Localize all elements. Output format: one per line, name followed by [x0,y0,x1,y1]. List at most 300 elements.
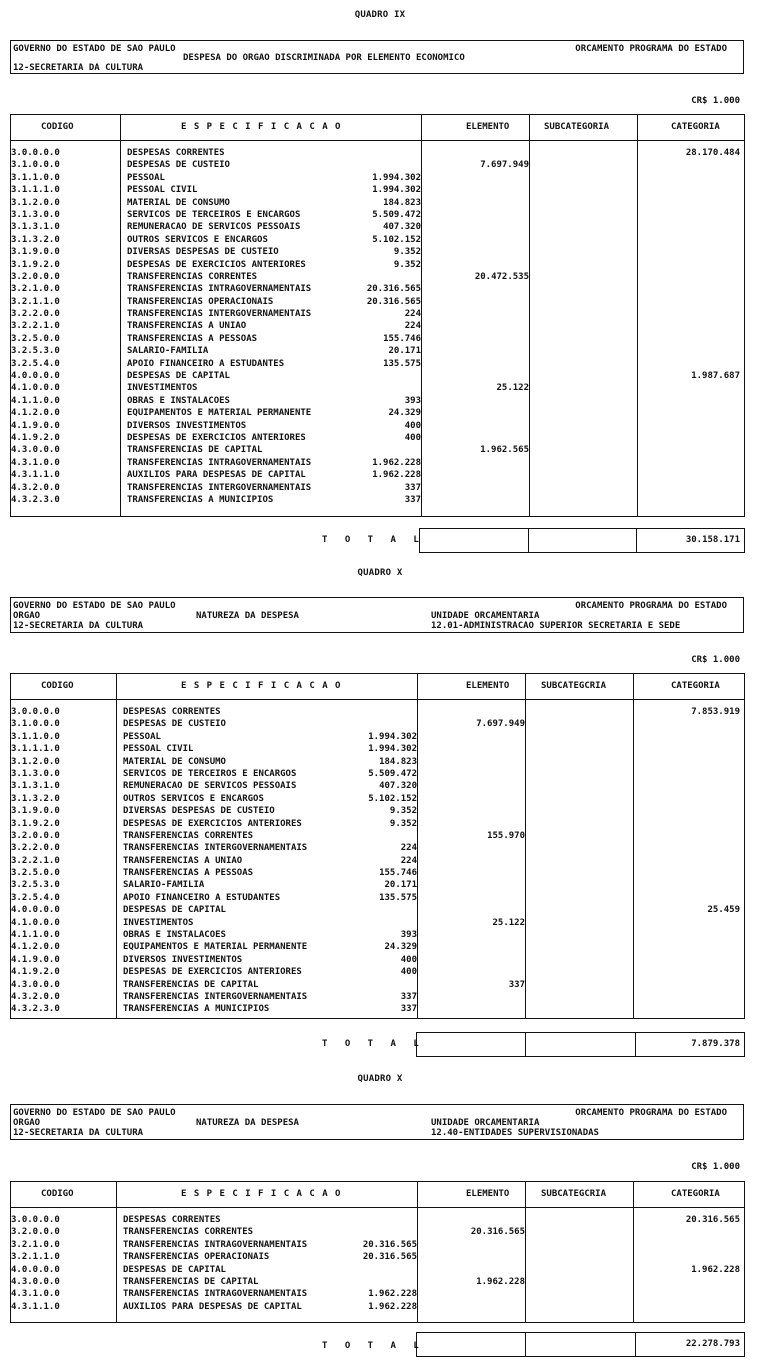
table-row [11,818,744,830]
row-code: 3.0.0.0.0 [11,707,60,717]
table-row [11,345,744,357]
row-code: 4.0.0.0.0 [11,371,60,382]
row-subcategoria: 7.697.949 [480,160,529,171]
row-code: 3.2.2.1.0 [11,855,60,866]
row-code: 3.2.2.0.0 [11,309,60,320]
table-row [11,1288,744,1300]
table-row [11,184,744,196]
row-code: 3.1.1.1.0 [11,744,60,755]
row-specification: TRANSFERENCIAS INTRAGOVERNAMENTAIS [123,1289,308,1300]
organ-label: 12-SECRETARIA DA CULTURA [13,621,144,631]
table-row [11,494,744,506]
row-elemento: 9.352 [393,247,421,258]
table-row [11,855,744,867]
table-row [11,444,744,456]
table-row [11,743,744,755]
row-elemento: 400 [404,432,421,443]
row-elemento: 135.575 [379,892,417,903]
budget-unit-label: 12.01-ADMINISTRACAO SUPERIOR SECRETARIA E SEDE [431,621,681,631]
budget-unit-heading: UNIDADE ORCAMENTARIA [431,1118,540,1128]
table-row [11,941,744,953]
row-elemento: 20.316.565 [366,284,421,295]
table-row [11,991,744,1003]
row-code: 4.3.1.0.0 [11,457,60,468]
table-row [11,296,744,308]
row-specification: SALARIO-FAMILIA [127,346,209,357]
row-elemento: 224 [404,321,421,332]
row-specification: DIVERSAS DESPESAS DE CUSTEIO [123,806,275,817]
row-code: 3.1.9.2.0 [11,818,60,829]
row-specification: DIVERSOS INVESTIMENTOS [127,420,247,431]
row-specification: TRANSFERENCIAS OPERACIONAIS [127,296,274,307]
table-header [11,1182,744,1208]
row-elemento: 24.329 [384,942,417,953]
row-code: 3.2.5.4.0 [11,892,60,903]
table-row [11,271,744,283]
row-specification: OBRAS E INSTALACOES [123,930,226,941]
row-code: 3.2.5.4.0 [11,358,60,369]
row-specification: TRANSFERENCIAS CORRENTES [123,830,254,841]
row-elemento: 400 [404,420,421,431]
row-elemento: 224 [400,855,417,866]
row-specification: TRANSFERENCIAS DE CAPITAL [123,979,259,990]
row-elemento: 9.352 [389,818,417,829]
row-elemento: 9.352 [393,259,421,270]
total-label: T O T A L [322,535,425,545]
row-code: 4.0.0.0.0 [11,1264,60,1275]
col-header-elemento: ELEMENTO [466,681,510,691]
table-row [11,358,744,370]
row-specification: DESPESAS CORRENTES [123,707,221,717]
row-code: 3.1.3.1.0 [11,781,60,792]
row-code: 3.2.5.0.0 [11,333,60,344]
row-elemento: 400 [400,954,417,965]
row-code: 4.1.1.0.0 [11,930,60,941]
table-row [11,718,744,730]
row-code: 4.3.1.1.0 [11,1301,60,1312]
budget-program-label: ORCAMENTO PROGRAMA DO ESTADO [575,1108,727,1118]
table-row [11,432,744,444]
row-elemento: 135.575 [383,358,421,369]
table-row [11,1264,744,1276]
government-label: GOVERNO DO ESTADO DE SAO PAULO [13,601,176,611]
row-code: 3.2.5.0.0 [11,868,60,879]
row-code: 3.1.3.0.0 [11,768,60,779]
row-specification: EQUIPAMENTOS E MATERIAL PERMANENTE [127,408,312,419]
column-divider [525,1333,526,1356]
row-elemento: 1.994.302 [368,731,417,742]
report-header-box [10,1104,744,1140]
table-row [11,234,744,246]
report-header-box [10,597,744,633]
row-specification: DESPESAS DE EXERCICIOS ANTERIORES [123,818,302,829]
row-code: 4.3.2.0.0 [11,991,60,1002]
table-row [11,420,744,432]
row-elemento: 337 [404,494,421,505]
table-body [11,700,744,1016]
col-header-subcategoria: SUBCATEGCRIA [541,1189,607,1199]
row-elemento: 155.746 [383,333,421,344]
row-elemento: 1.962.228 [372,470,421,481]
row-specification: DESPESAS DE CUSTEIO [127,160,230,171]
row-specification: TRANSFERENCIAS CORRENTES [123,1227,254,1238]
table-row [11,283,744,295]
table-row [11,209,744,221]
row-code: 3.1.9.0.0 [11,247,60,258]
table-row [11,1003,744,1015]
row-code: 3.1.0.0.0 [11,160,60,171]
row-code: 4.3.0.0.0 [11,1276,60,1287]
table-row [11,1226,744,1238]
col-header-subcategoria: SUBCATEGCRIA [541,681,607,691]
row-elemento: 184.823 [383,197,421,208]
row-categoria: 1.962.228 [691,1264,740,1275]
row-subcategoria: 7.697.949 [476,719,525,730]
table-row [11,1214,744,1226]
row-specification: TRANSFERENCIAS INTERGOVERNAMENTAIS [127,309,312,320]
row-specification: TRANSFERENCIAS A PESSOAS [127,333,258,344]
government-label: GOVERNO DO ESTADO DE SAO PAULO [13,1108,176,1118]
row-specification: INVESTIMENTOS [127,383,198,394]
row-specification: REMUNERACAO DE SERVICOS PESSOAIS [127,222,301,233]
row-code: 4.1.9.2.0 [11,432,60,443]
column-divider [635,1333,636,1356]
row-categoria: 1.987.687 [691,371,740,382]
row-code: 4.3.0.0.0 [11,445,60,456]
row-code: 3.1.0.0.0 [11,719,60,730]
row-specification: DESPESAS DE CAPITAL [127,371,230,382]
col-header-codigo: CODIGO [41,1189,74,1199]
row-elemento: 184.823 [379,756,417,767]
row-specification: AUXILIOS PARA DESPESAS DE CAPITAL [123,1301,302,1312]
total-box [419,528,745,553]
table-row [11,221,744,233]
row-code: 3.1.1.0.0 [11,172,60,183]
row-code: 4.1.1.0.0 [11,395,60,406]
column-divider [636,529,637,552]
total-box [416,1032,745,1057]
column-divider [528,529,529,552]
table-row [11,147,744,159]
row-subcategoria: 337 [508,979,525,990]
col-header-categoria: CATEGORIA [671,122,720,132]
row-subcategoria: 155.970 [487,830,525,841]
table-row [11,1251,744,1263]
row-specification: TRANSFERENCIAS INTRAGOVERNAMENTAIS [127,457,312,468]
row-code: 3.2.2.0.0 [11,843,60,854]
table-row [11,979,744,991]
row-specification: APOIO FINANCEIRO A ESTUDANTES [127,358,285,369]
col-header-elemento: ELEMENTO [466,1189,510,1199]
row-specification: TRANSFERENCIAS INTERGOVERNAMENTAIS [127,482,312,493]
row-code: 3.1.3.2.0 [11,793,60,804]
expense-table [10,114,745,517]
row-code: 3.1.1.0.0 [11,731,60,742]
col-header-especificacao: E S P E C I F I C A C A O [181,1189,342,1199]
column-divider [635,1033,636,1056]
row-elemento: 1.994.302 [368,744,417,755]
table-row [11,917,744,929]
row-code: 3.2.2.1.0 [11,321,60,332]
table-row [11,457,744,469]
row-subcategoria: 1.962.565 [480,445,529,456]
organ-heading: ORGAO [13,611,41,621]
total-value: 7.879.378 [691,1039,740,1049]
row-elemento: 5.509.472 [372,209,421,220]
row-specification: PESSOAL CIVIL [123,744,194,755]
row-code: 4.3.2.0.0 [11,482,60,493]
row-specification: TRANSFERENCIAS A PESSOAS [123,868,254,879]
table-header [11,674,744,700]
table-row [11,482,744,494]
row-specification: DESPESAS DE EXERCICIOS ANTERIORES [127,259,306,270]
row-code: 4.1.0.0.0 [11,917,60,928]
table-row [11,197,744,209]
row-code: 3.1.1.1.0 [11,185,60,196]
row-code: 4.3.1.1.0 [11,470,60,481]
row-specification: PESSOAL CIVIL [127,185,198,196]
row-code: 3.2.0.0.0 [11,271,60,282]
col-header-subcategoria: SUBCATEGORIA [544,122,610,132]
total-value: 30.158.171 [685,535,740,545]
table-row [11,805,744,817]
row-elemento: 337 [400,1004,417,1015]
row-code: 4.0.0.0.0 [11,905,60,916]
row-elemento: 9.352 [389,806,417,817]
quadro-title: QUADRO IX [354,10,406,20]
table-row [11,246,744,258]
row-elemento: 407.320 [379,781,417,792]
row-code: 3.0.0.0.0 [11,148,60,158]
table-row [11,929,744,941]
currency-unit: CR$ 1.000 [691,1162,740,1172]
row-elemento: 5.509.472 [368,768,417,779]
row-code: 3.2.1.0.0 [11,284,60,295]
quadro-title: QUADRO X [357,1074,403,1084]
row-specification: SERVICOS DE TERCEIROS E ENCARGOS [127,209,301,220]
row-code: 3.1.9.0.0 [11,806,60,817]
column-divider [525,1033,526,1056]
report-subtitle: NATUREZA DA DESPESA [196,1118,299,1128]
table-row [11,407,744,419]
row-specification: TRANSFERENCIAS INTERGOVERNAMENTAIS [123,843,308,854]
currency-unit: CR$ 1.000 [691,655,740,665]
table-row [11,966,744,978]
table-row [11,904,744,916]
col-header-categoria: CATEGORIA [671,681,720,691]
row-categoria: 28.170.484 [685,148,740,158]
row-specification: APOIO FINANCEIRO A ESTUDANTES [123,892,281,903]
row-specification: DESPESAS CORRENTES [127,148,225,158]
table-row [11,172,744,184]
row-specification: MATERIAL DE CONSUMO [127,197,230,208]
row-categoria: 7.853.919 [691,707,740,717]
report-subtitle: NATUREZA DA DESPESA [196,611,299,621]
row-code: 4.1.2.0.0 [11,942,60,953]
row-subcategoria: 25.122 [492,917,525,928]
row-elemento: 20.171 [388,346,421,357]
row-specification: DESPESAS DE CAPITAL [123,905,226,916]
row-code: 4.1.9.2.0 [11,967,60,978]
organ-label: 12-SECRETARIA DA CULTURA [13,63,144,73]
table-row [11,382,744,394]
table-row [11,793,744,805]
row-specification: DESPESAS CORRENTES [123,1215,221,1225]
table-header [11,115,744,141]
row-elemento: 407.320 [383,222,421,233]
row-specification: OUTROS SERVICOS E ENCARGOS [127,234,268,245]
row-elemento: 24.329 [388,408,421,419]
row-specification: DIVERSAS DESPESAS DE CUSTEIO [127,247,279,258]
row-specification: OBRAS E INSTALACOES [127,395,230,406]
row-code: 3.1.2.0.0 [11,197,60,208]
row-code: 4.3.2.3.0 [11,494,60,505]
table-row [11,159,744,171]
row-elemento: 393 [404,395,421,406]
table-row [11,308,744,320]
total-label: T O T A L [322,1039,425,1049]
row-subcategoria: 25.122 [496,383,529,394]
table-row [11,259,744,271]
row-code: 3.2.5.3.0 [11,346,60,357]
row-code: 3.2.5.3.0 [11,880,60,891]
row-specification: MATERIAL DE CONSUMO [123,756,226,767]
table-row [11,756,744,768]
row-elemento: 393 [400,930,417,941]
row-specification: TRANSFERENCIAS INTRAGOVERNAMENTAIS [127,284,312,295]
row-specification: TRANSFERENCIAS OPERACIONAIS [123,1252,270,1263]
expense-table [10,673,745,1019]
row-elemento: 20.316.565 [366,296,421,307]
row-specification: AUXILIOS PARA DESPESAS DE CAPITAL [127,470,306,481]
row-specification: OUTROS SERVICOS E ENCARGOS [123,793,264,804]
budget-unit-heading: UNIDADE ORCAMENTARIA [431,611,540,621]
row-elemento: 224 [400,843,417,854]
table-row [11,706,744,718]
table-row [11,879,744,891]
row-code: 4.1.0.0.0 [11,383,60,394]
row-categoria: 25.459 [707,905,740,916]
table-row [11,1276,744,1288]
table-body [11,141,744,506]
row-code: 3.2.1.1.0 [11,296,60,307]
row-subcategoria: 20.316.565 [470,1227,525,1238]
col-header-especificacao: E S P E C I F I C A C A O [181,122,342,132]
report-subtitle: DESPESA DO ORGAO DISCRIMINADA POR ELEMENTO ECONOMICO [183,53,465,63]
row-code: 3.1.9.2.0 [11,259,60,270]
row-code: 3.1.3.1.0 [11,222,60,233]
table-row [11,395,744,407]
row-code: 3.1.3.2.0 [11,234,60,245]
expense-table [10,1181,745,1323]
row-code: 4.1.9.0.0 [11,420,60,431]
row-specification: TRANSFERENCIAS A MUNICIPIOS [123,1004,270,1015]
row-elemento: 1.962.228 [368,1301,417,1312]
table-row [11,768,744,780]
organ-label: 12-SECRETARIA DA CULTURA [13,1128,144,1138]
table-row [11,320,744,332]
table-row [11,892,744,904]
table-row [11,1301,744,1313]
row-specification: DESPESAS DE CAPITAL [123,1264,226,1275]
col-header-codigo: CODIGO [41,681,74,691]
row-specification: DESPESAS DE EXERCICIOS ANTERIORES [123,967,302,978]
row-subcategoria: 1.962.228 [476,1276,525,1287]
row-specification: TRANSFERENCIAS CORRENTES [127,271,258,282]
row-categoria: 20.316.565 [685,1215,740,1225]
row-elemento: 1.994.302 [372,172,421,183]
col-header-codigo: CODIGO [41,122,74,132]
row-specification: SALARIO-FAMILIA [123,880,205,891]
table-row [11,731,744,743]
row-specification: PESSOAL [123,731,161,742]
table-row [11,867,744,879]
row-subcategoria: 20.472.535 [474,271,529,282]
table-row [11,780,744,792]
row-code: 3.2.0.0.0 [11,1227,60,1238]
row-specification: INVESTIMENTOS [123,917,194,928]
row-specification: TRANSFERENCIAS A UNIAO [127,321,247,332]
row-elemento: 155.746 [379,868,417,879]
row-specification: TRANSFERENCIAS A UNIAO [123,855,243,866]
budget-program-label: ORCAMENTO PROGRAMA DO ESTADO [575,44,727,54]
organ-heading: ORGAO [13,1118,41,1128]
row-elemento: 1.962.228 [368,1289,417,1300]
table-row [11,830,744,842]
row-code: 4.3.0.0.0 [11,979,60,990]
row-code: 4.3.2.3.0 [11,1004,60,1015]
budget-program-label: ORCAMENTO PROGRAMA DO ESTADO [575,601,727,611]
row-elemento: 224 [404,309,421,320]
row-specification: EQUIPAMENTOS E MATERIAL PERMANENTE [123,942,308,953]
currency-unit: CR$ 1.000 [691,96,740,106]
row-code: 3.2.1.1.0 [11,1252,60,1263]
row-specification: DIVERSOS INVESTIMENTOS [123,954,243,965]
row-elemento: 5.102.152 [368,793,417,804]
table-row [11,370,744,382]
row-specification: TRANSFERENCIAS A MUNICIPIOS [127,494,274,505]
row-code: 4.3.1.0.0 [11,1289,60,1300]
row-specification: TRANSFERENCIAS DE CAPITAL [123,1276,259,1287]
row-specification: SERVICOS DE TERCEIROS E ENCARGOS [123,768,297,779]
row-elemento: 337 [400,991,417,1002]
government-label: GOVERNO DO ESTADO DE SAO PAULO [13,44,176,54]
row-elemento: 337 [404,482,421,493]
row-code: 3.1.2.0.0 [11,756,60,767]
table-row [11,842,744,854]
row-elemento: 20.171 [384,880,417,891]
col-header-elemento: ELEMENTO [466,122,510,132]
row-elemento: 20.316.565 [362,1252,417,1263]
row-code: 3.2.1.0.0 [11,1239,60,1250]
table-body [11,1208,744,1313]
row-elemento: 5.102.152 [372,234,421,245]
row-elemento: 1.962.228 [372,457,421,468]
row-elemento: 20.316.565 [362,1239,417,1250]
col-header-especificacao: E S P E C I F I C A C A O [181,681,342,691]
row-code: 3.0.0.0.0 [11,1215,60,1225]
table-row [11,954,744,966]
row-code: 3.2.0.0.0 [11,830,60,841]
table-row [11,333,744,345]
total-box [416,1332,745,1357]
col-header-categoria: CATEGORIA [671,1189,720,1199]
total-label: T O T A L [322,1341,425,1351]
row-code: 4.1.9.0.0 [11,954,60,965]
row-specification: REMUNERACAO DE SERVICOS PESSOAIS [123,781,297,792]
row-code: 3.1.3.0.0 [11,209,60,220]
quadro-title: QUADRO X [357,568,403,578]
